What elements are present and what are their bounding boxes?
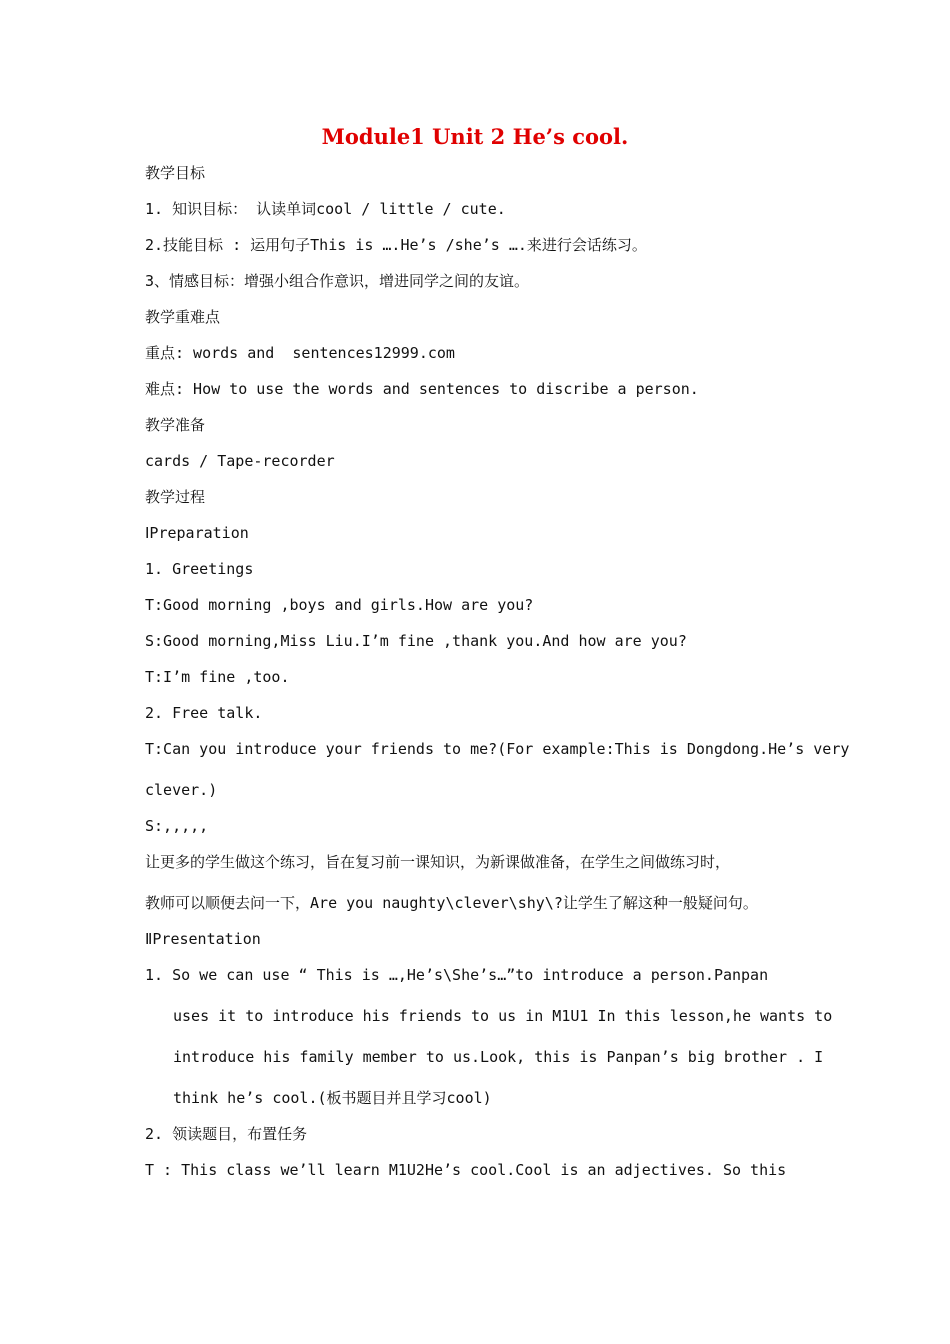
dialogue-line: T:I’m fine ,too. bbox=[145, 668, 290, 686]
objective-skill: 2.技能目标 : 运用句子This is ….He’s /she’s ….来进行会话练习。 bbox=[145, 236, 647, 254]
key-point: 重点: words and sentences12999.com bbox=[145, 344, 455, 362]
dialogue-line: T : This class we’ll learn M1U2He’s cool.Cool is an adjectives. So this bbox=[145, 1161, 787, 1179]
presentation-step: 2. 领读题目，布置任务 bbox=[145, 1125, 308, 1143]
presentation-step: 1. So we can use “ This is …,He’s\She’s…”to introduce a person.Panpan bbox=[145, 966, 769, 984]
part-presentation: ⅡPresentation bbox=[145, 930, 261, 948]
process-heading: 教学过程 bbox=[145, 488, 206, 506]
part-preparation: ⅠPreparation bbox=[145, 524, 249, 542]
dialogue-line: T:Can you introduce your friends to me?(For example:This is Dongdong.He’s very bbox=[145, 740, 850, 758]
objective-knowledge: 1. 知识目标： 认读单词cool / little / cute. bbox=[145, 200, 506, 218]
objectives-heading: 教学目标 bbox=[145, 164, 206, 182]
preparation-materials: cards / Tape-recorder bbox=[145, 452, 335, 470]
presentation-step: introduce his family member to us.Look, this is Panpan’s big brother . I bbox=[173, 1048, 824, 1066]
dialogue-line: S:Good morning,Miss Liu.I’m fine ,thank you.And how are you? bbox=[145, 632, 687, 650]
presentation-step: think he’s cool.(板书题目并且学习cool) bbox=[173, 1089, 492, 1107]
free-talk-title: 2. Free talk. bbox=[145, 704, 263, 722]
document-title: Module1 Unit 2 He’s cool. bbox=[321, 124, 629, 149]
dialogue-line: T:Good morning ,boys and girls.How are you? bbox=[145, 596, 534, 614]
teaching-note: 让更多的学生做这个练习，旨在复习前一课知识，为新课做准备，在学生之间做练习时， bbox=[145, 853, 731, 871]
presentation-step: uses it to introduce his friends to us in M1U1 In this lesson,he wants to bbox=[173, 1007, 833, 1025]
dialogue-line: S:,,,,, bbox=[145, 817, 209, 835]
keypoints-heading: 教学重难点 bbox=[145, 308, 221, 326]
objective-emotion: 3、情感目标：增强小组合作意识，增进同学之间的友谊。 bbox=[145, 272, 530, 290]
greetings-title: 1. Greetings bbox=[145, 560, 254, 578]
preparation-heading: 教学准备 bbox=[145, 416, 206, 434]
difficult-point: 难点: How to use the words and sentences to discribe a person. bbox=[145, 380, 699, 398]
dialogue-line: clever.) bbox=[145, 781, 218, 799]
teaching-note: 教师可以顺便去问一下，Are you naughty\clever\shy\?让学生了解这种一般疑问句。 bbox=[145, 894, 758, 912]
